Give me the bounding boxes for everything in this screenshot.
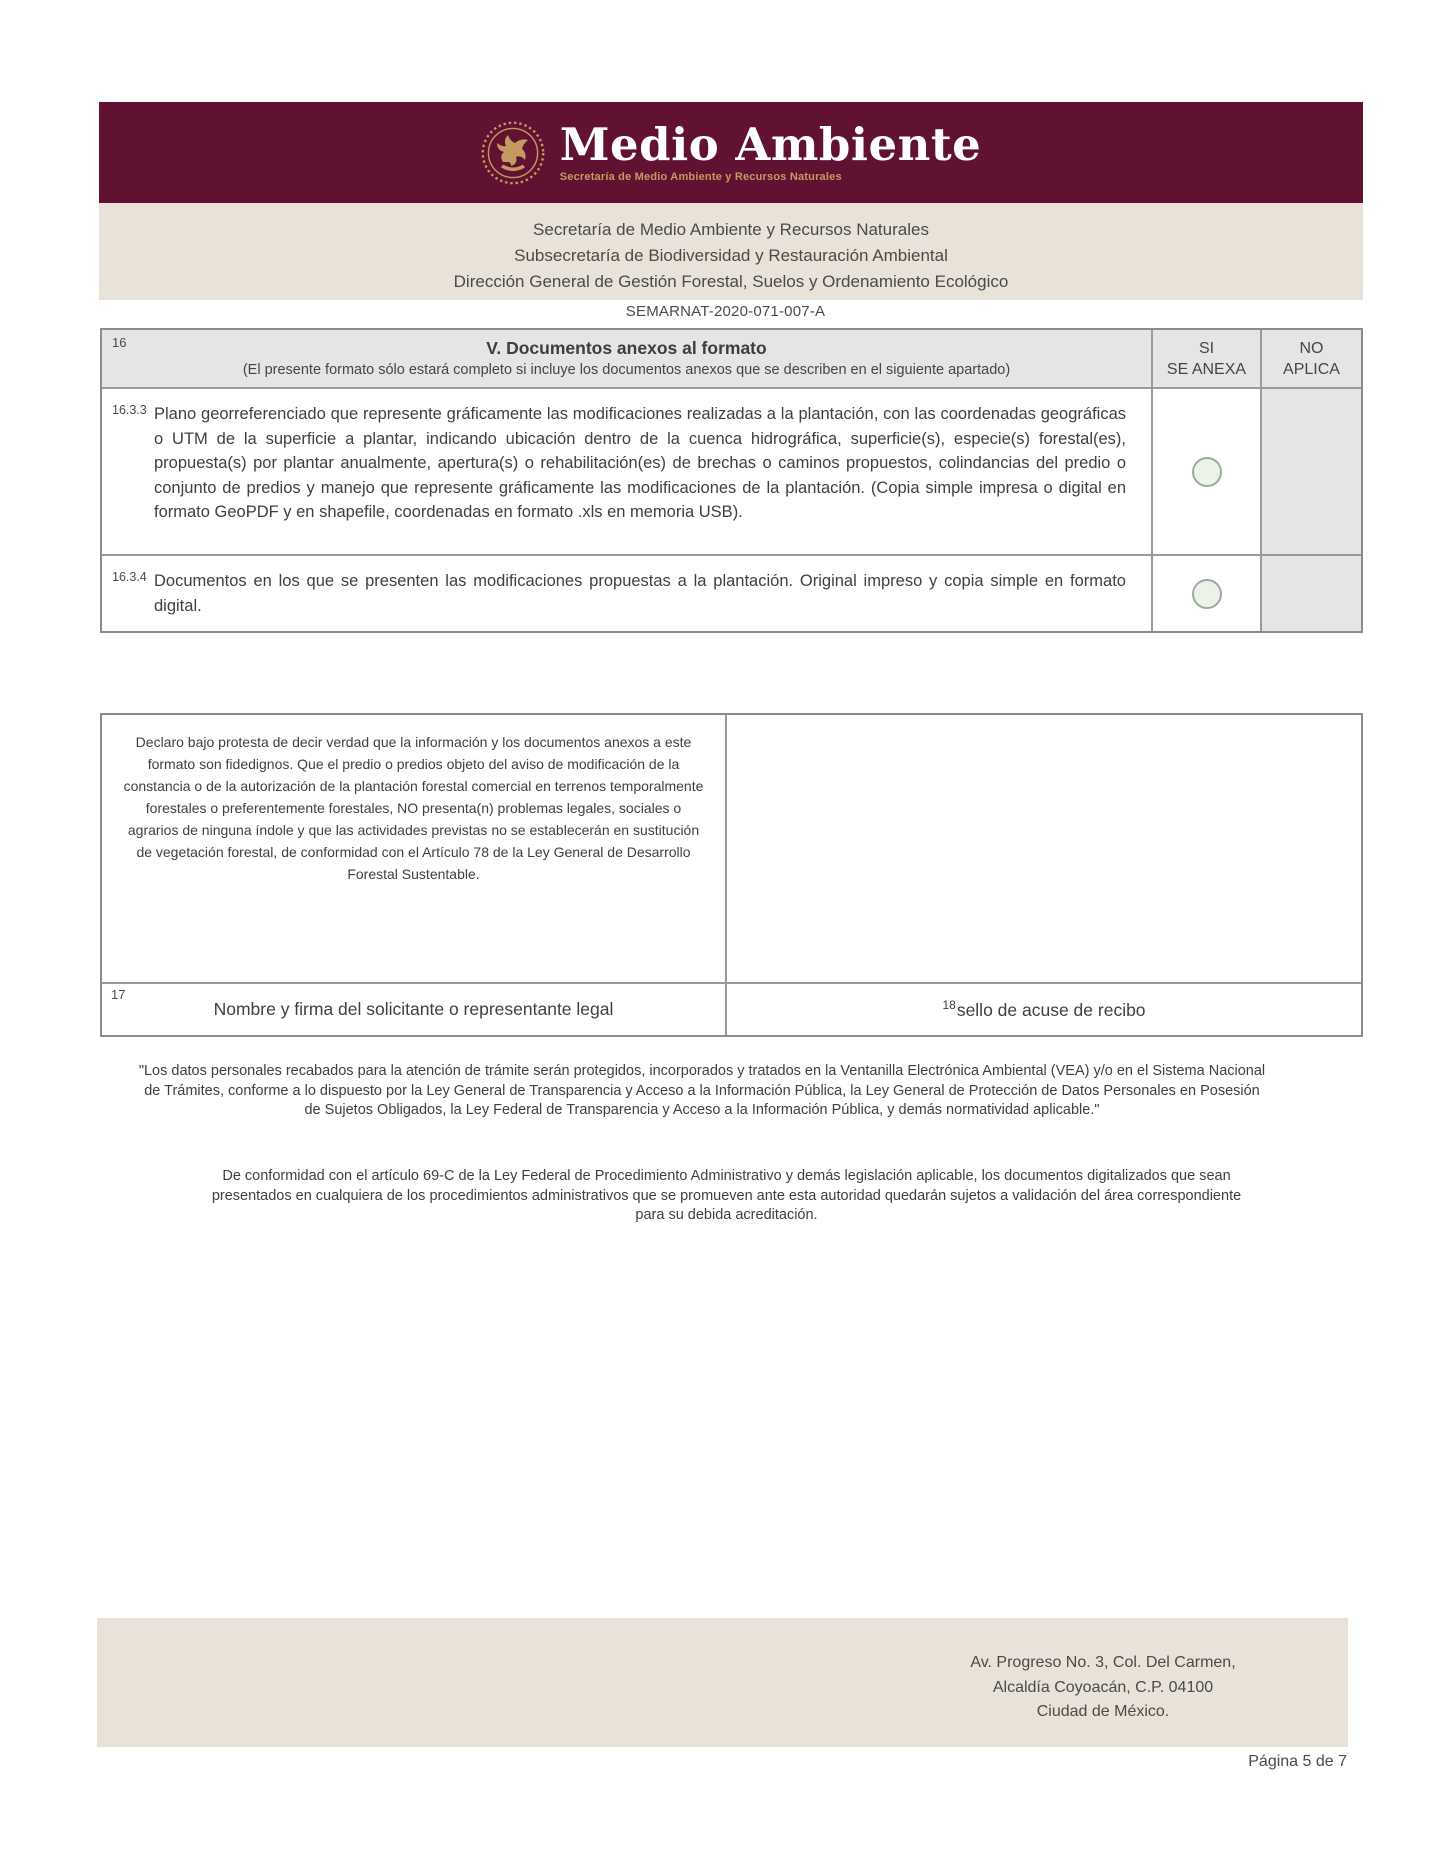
national-emblem-seal-icon [481, 121, 545, 185]
column-header-no-aplica: NO APLICA [1260, 330, 1361, 387]
header-banner [99, 102, 1363, 203]
department-line-3: Dirección General de Gestión Forestal, Suelos y Ordenamiento Ecológico [453, 272, 1009, 291]
requirement-number: 16.3.4 [112, 570, 147, 584]
logo-tagline: Secretaría de Medio Ambiente y Recursos Naturales [559, 170, 842, 183]
logo-text-group [559, 118, 982, 183]
table-title: V. Documentos anexos al formato [486, 338, 767, 358]
address-line-1: Av. Progreso No. 3, Col. Del Carmen, [970, 1654, 1236, 1671]
department-line-2: Subsecretaría de Biodiversidad y Restauración Ambiental [514, 246, 948, 265]
field-number-17: 17 [111, 987, 126, 1002]
declaration-box [100, 713, 1363, 1037]
table-row [102, 387, 1361, 554]
department-block [99, 203, 1363, 300]
form-code: SEMARNAT-2020-071-007-A [625, 303, 826, 320]
column-header-si-se-anexa: SI SE ANEXA [1151, 330, 1260, 387]
declaration-main-row [102, 715, 1361, 982]
section-number: 16 [112, 335, 127, 350]
requirement-text: Documentos en los que se presenten las modificaciones propuestas a la plantación. Original impreso y copia simple en formato digital. [154, 572, 1126, 615]
documents-annex-table [100, 328, 1363, 633]
table-header-row [102, 330, 1361, 387]
requirement-number: 16.3.3 [112, 403, 147, 417]
stamp-label: sello de acuse de recibo [956, 999, 1146, 1020]
declaration-text: Declaro bajo protesta de decir verdad que la información y los documentos anexos a este formato son fidedignos. Que el predio o predios objeto del aviso de modificación de la constancia o de la autorización de la plantación forestal comercial en terrenos temporalmente forestales o preferentemente forestales, NO presenta(n) problemas legales, sociales o agrarios de ninguna índole y que las actividades previstas no se establecerán en sustitución de vegetación forestal, de conformidad con el Artículo 78 de la Ley General de Desarrollo Forestal Sustentable. [123, 734, 704, 882]
signature-label-row [102, 982, 1361, 1035]
digitization-notice: De conformidad con el artículo 69-C de la Ley Federal de Procedimiento Administrativo y demás legislación aplicable, los documentos digitalizados que sean presentados en cualquiera de los procedimientos administrativos que se promueven ante esta autoridad quedarán sujetos a validación del área correspondiente para su debida acreditación. [211, 1168, 1242, 1223]
footer-address-box [97, 1618, 1348, 1747]
table-subtitle: (El presente formato sólo estará completo si incluye los documentos anexos que se describen en el siguiente apartado) [242, 362, 1011, 378]
table-row [102, 554, 1361, 631]
si-anexa-radio-16-3-3[interactable] [1192, 457, 1222, 487]
si-anexa-radio-16-3-4[interactable] [1192, 579, 1222, 609]
privacy-notice: "Los datos personales recabados para la atención de trámite serán protegidos, incorporados y tratados en la Ventanilla Electrónica Ambiental (VEA) y/o en el Sistema Nacional de Trámites, conforme a lo dispuesto por la Ley General de Transparencia y Acceso a la Información Pública, la Ley General de Protección de Datos Personales en Posesión de Sujetos Obligados, la Ley Federal de Transparencia y Acceso a la Información Pública, y demás normatividad aplicable." [138, 1063, 1266, 1118]
address-line-3: Ciudad de México. [1036, 1703, 1170, 1720]
table-header-main-cell [102, 330, 1151, 387]
logo-wordmark: Medio Ambiente [559, 118, 982, 172]
si-anexa-cell-16-3-3 [1151, 389, 1260, 554]
requirement-text: Plano georreferenciado que represente gráficamente las modificaciones realizadas a la plantación, con las coordenadas geográficas o UTM de la superficie a plantar, indicando ubicación dentro de la cuenca hidrográfica, superficie(s), especie(s) forestal(es), propuesta(s) por plantar anualmente, apertura(s) o rehabilitación(es) de brechas o caminos propuestos, colindancias del predio o conjunto de predios y manejo que represente gráficamente las modificaciones de la plantación. (Copia simple impresa o digital en formato GeoPDF y en shapefile, coordenadas en formato .xls en memoria USB). [154, 405, 1126, 521]
signature-label: Nombre y firma del solicitante o representante legal [213, 999, 614, 1019]
stamp-label-cell [725, 984, 1361, 1035]
acknowledgment-stamp-area [725, 715, 1361, 982]
declaration-text-cell [102, 715, 725, 982]
no-aplica-cell-16-3-4 [1260, 556, 1361, 631]
no-aplica-cell-16-3-3 [1260, 389, 1361, 554]
field-number-18: 18 [942, 998, 956, 1013]
office-address [888, 1651, 1318, 1725]
si-anexa-cell-16-3-4 [1151, 556, 1260, 631]
address-line-2: Alcaldía Coyoacán, C.P. 04100 [992, 1678, 1214, 1696]
requirement-16-3-4-cell [102, 556, 1151, 631]
requirement-16-3-3-cell [102, 389, 1151, 554]
signature-label-cell [102, 984, 725, 1035]
department-line-1: Secretaría de Medio Ambiente y Recursos Naturales [533, 220, 929, 239]
page-number: Página 5 de 7 [1248, 1753, 1347, 1770]
